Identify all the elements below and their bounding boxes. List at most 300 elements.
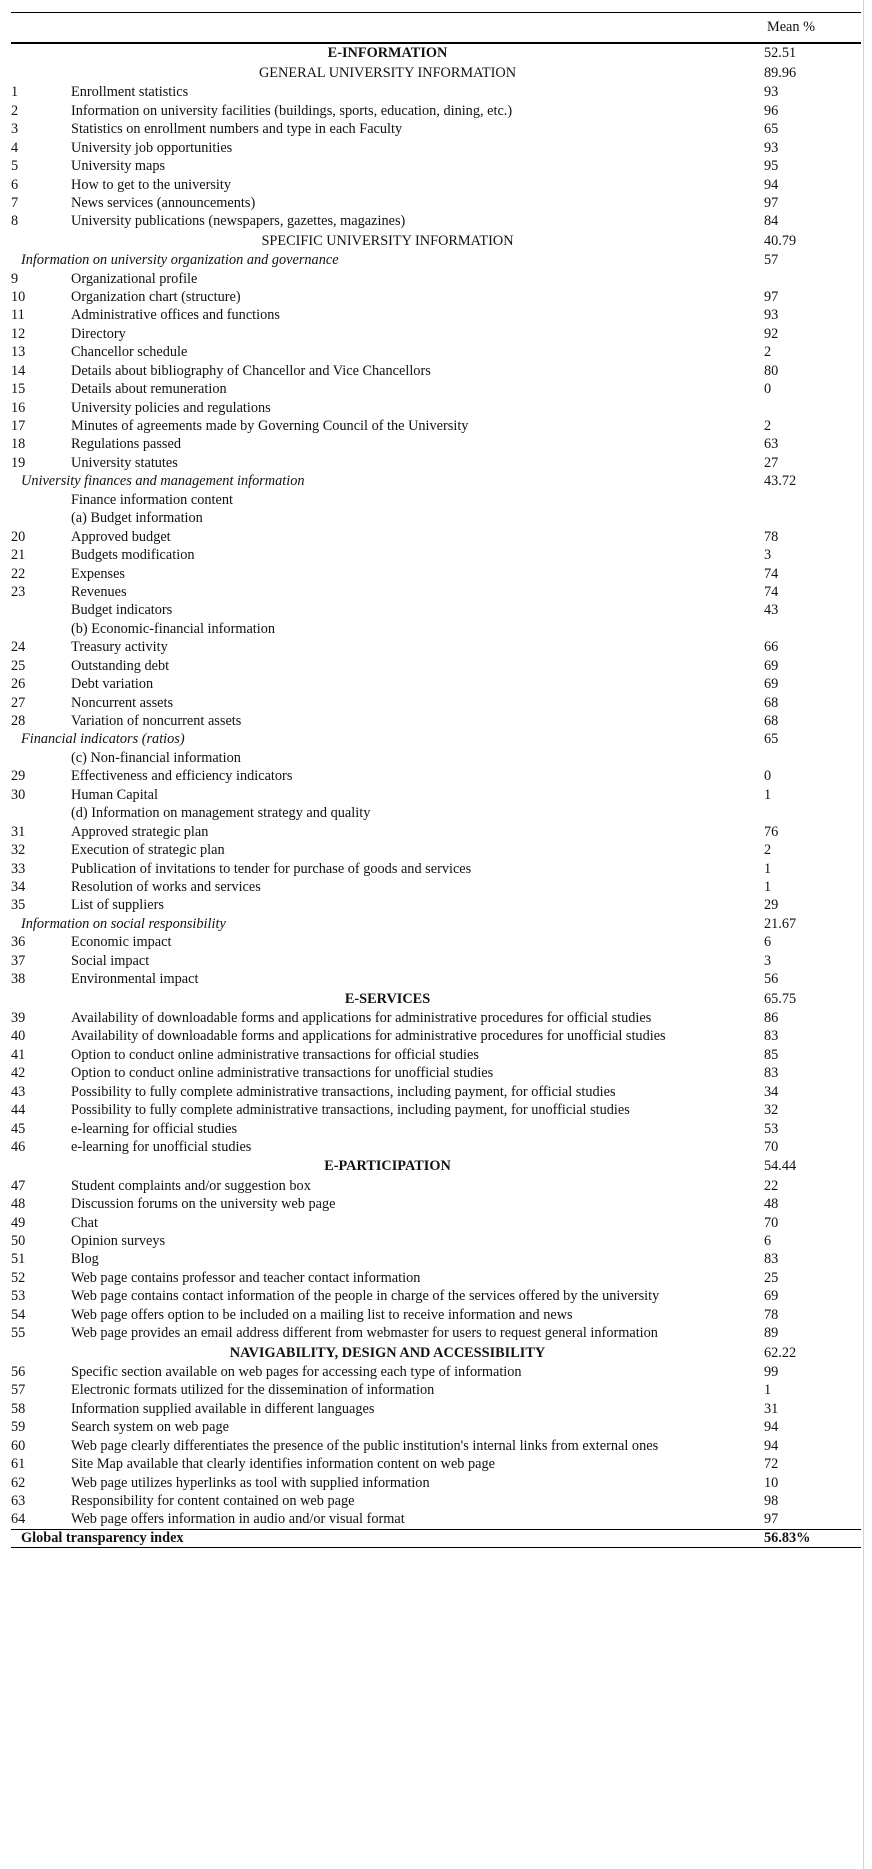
item-label: Web page provides an email address different from webmaster for users to request general information: [71, 1325, 658, 1342]
mean-value: 6: [764, 934, 772, 951]
table-row: [11, 1251, 861, 1269]
table-row: [11, 860, 861, 878]
table-row: [11, 1009, 861, 1027]
mean-value: 69: [764, 657, 779, 674]
mean-value: 93: [764, 307, 779, 324]
mean-value: 3: [764, 547, 772, 564]
item-number: 36: [11, 934, 26, 951]
item-number: 58: [11, 1400, 26, 1417]
item-number: 2: [11, 102, 19, 119]
item-number: 54: [11, 1306, 26, 1323]
mean-value: 99: [764, 1363, 779, 1380]
item-label: Approved strategic plan: [71, 823, 209, 840]
mean-value: 68: [764, 694, 779, 711]
item-label: Blog: [71, 1251, 99, 1268]
table-row: [11, 639, 861, 657]
mean-value: 10: [764, 1474, 779, 1491]
item-label: University job opportunities: [71, 139, 233, 156]
item-number: 21: [11, 547, 26, 564]
item-label: University publications (newspapers, gazettes, magazines): [71, 213, 406, 230]
item-number: 5: [11, 158, 19, 175]
table-row: [11, 878, 861, 896]
table-row: [11, 102, 861, 120]
table-row: [11, 934, 861, 952]
item-label: Resolution of works and services: [71, 878, 261, 895]
item-label: Search system on web page: [71, 1419, 230, 1436]
mean-value: 93: [764, 139, 779, 156]
item-number: 49: [11, 1214, 26, 1231]
mean-value: 29: [764, 897, 779, 914]
item-number: 45: [11, 1120, 26, 1137]
mean-value: 93: [764, 84, 779, 101]
section-heading-row: [11, 1343, 861, 1363]
mean-value: 2: [764, 344, 772, 361]
item-label: Option to conduct online administrative transactions for official studies: [71, 1046, 479, 1063]
item-label: Information on university facilities (buildings, sports, education, dining, etc.): [71, 102, 513, 119]
table-row: [11, 436, 861, 454]
mean-value: 70: [764, 1214, 779, 1231]
item-number: 10: [11, 288, 26, 305]
item-number: 22: [11, 565, 26, 582]
mean-value: 0: [764, 381, 772, 398]
header-blank-label: [71, 13, 764, 44]
item-label: Revenues: [71, 583, 127, 600]
item-label: Availability of downloadable forms and applications for administrative procedures for official studies: [71, 1009, 652, 1026]
mean-value: 1: [764, 860, 772, 877]
item-label: Noncurrent assets: [71, 694, 174, 711]
mean-value: 94: [764, 1437, 779, 1454]
mean-value: 53: [764, 1120, 779, 1137]
item-number: 43: [11, 1083, 26, 1100]
item-label: Organizational profile: [71, 270, 198, 287]
category-row: [11, 251, 861, 269]
item-number: 32: [11, 842, 26, 859]
mean-value: [764, 270, 861, 288]
table-row: [11, 786, 861, 804]
item-number: 15: [11, 381, 26, 398]
category-label: Financial indicators (ratios): [21, 731, 185, 748]
table-body: [11, 43, 861, 1529]
item-label: Organization chart (structure): [71, 288, 241, 305]
section-heading: GENERAL UNIVERSITY INFORMATION: [258, 64, 517, 81]
item-label: Budget indicators: [71, 602, 173, 619]
item-number: 48: [11, 1196, 26, 1213]
mean-value: 92: [764, 325, 779, 342]
table-row: [11, 1195, 861, 1213]
table-row: [11, 823, 861, 841]
item-number: [11, 749, 71, 767]
section-heading-row: [11, 1157, 861, 1177]
item-number: 62: [11, 1474, 26, 1491]
item-number: 46: [11, 1138, 26, 1155]
item-number: 12: [11, 325, 26, 342]
item-number: 31: [11, 823, 26, 840]
section-heading-row: [11, 989, 861, 1009]
item-label: Web page offers option to be included on a mailing list to receive information and news: [71, 1306, 573, 1323]
table-row: [11, 1214, 861, 1232]
item-label: Web page utilizes hyperlinks as tool with supplied information: [71, 1474, 430, 1491]
item-number: 41: [11, 1046, 26, 1063]
table-row: [11, 1101, 861, 1119]
mean-value: 95: [764, 158, 779, 175]
item-label: Possibility to fully complete administrative transactions, including payment, for unofficial studies: [71, 1102, 630, 1119]
item-label: e-learning for unofficial studies: [71, 1138, 252, 1155]
item-label: Social impact: [71, 952, 150, 969]
table-row: [11, 952, 861, 970]
item-label: Responsibility for content contained on web page: [71, 1493, 355, 1509]
item-number: 44: [11, 1102, 26, 1119]
item-label: Treasury activity: [71, 639, 168, 656]
table-row: [11, 454, 861, 472]
item-number: 9: [11, 270, 19, 287]
mean-value: 43: [764, 602, 779, 619]
item-number: 25: [11, 657, 26, 674]
mean-value: 76: [764, 823, 779, 840]
item-number: 38: [11, 971, 26, 988]
item-label: Specific section available on web pages for accessing each type of information: [71, 1363, 522, 1380]
item-number: 42: [11, 1065, 26, 1082]
table-row: [11, 1455, 861, 1473]
item-number: 23: [11, 583, 26, 600]
mean-value: 78: [764, 1306, 779, 1323]
mean-value: 69: [764, 1288, 779, 1305]
item-number: 39: [11, 1009, 26, 1026]
mean-value: 97: [764, 288, 779, 305]
item-number: 37: [11, 952, 26, 969]
item-label: Chancellor schedule: [71, 344, 188, 361]
item-number: [11, 620, 71, 638]
table-row: [11, 1306, 861, 1324]
global-index-value: 56.83%: [764, 1529, 861, 1547]
item-label: List of suppliers: [71, 897, 164, 914]
item-number: 18: [11, 436, 26, 453]
table-row: [11, 1437, 861, 1455]
item-label: Availability of downloadable forms and applications for administrative procedures for unofficial studies: [71, 1028, 666, 1045]
item-number: 7: [11, 194, 19, 211]
table-row: [11, 675, 861, 693]
global-index-row: [11, 1529, 861, 1547]
item-number: 34: [11, 878, 26, 895]
item-label: Outstanding debt: [71, 657, 170, 674]
table-row: [11, 1232, 861, 1250]
section-heading-row: [11, 43, 861, 63]
subsection-heading-row: [11, 63, 861, 83]
item-label: Finance information content: [71, 491, 233, 508]
item-number: 13: [11, 344, 26, 361]
item-label: How to get to the university: [71, 176, 232, 193]
mean-value: 74: [764, 583, 779, 600]
table-row: [11, 510, 861, 528]
mean-value: 32: [764, 1102, 779, 1119]
table-row: [11, 1492, 861, 1510]
item-label: Statistics on enrollment numbers and type in each Faculty: [71, 121, 403, 138]
mean-value: 94: [764, 176, 779, 193]
item-label: Environmental impact: [71, 971, 199, 988]
item-number: 57: [11, 1382, 26, 1399]
item-number: 17: [11, 418, 26, 435]
mean-value: 63: [764, 436, 779, 453]
item-label: University policies and regulations: [71, 399, 271, 416]
item-number: 64: [11, 1511, 26, 1528]
mean-value: 83: [764, 1028, 779, 1045]
table-row: [11, 1382, 861, 1400]
table-row: [11, 1324, 861, 1342]
table-row: [11, 694, 861, 712]
table-row: [11, 970, 861, 988]
table-row: [11, 528, 861, 546]
item-label: Electronic formats utilized for the dissemination of information: [71, 1382, 435, 1399]
table-row: [11, 1288, 861, 1306]
mean-value: 57: [764, 252, 779, 269]
mean-value: 72: [764, 1456, 779, 1473]
item-label: Chat: [71, 1214, 99, 1231]
table-row: [11, 1120, 861, 1138]
mean-value: [764, 620, 861, 638]
mean-value: 89: [764, 1325, 779, 1342]
mean-value: 31: [764, 1400, 779, 1417]
item-number: 55: [11, 1325, 26, 1342]
mean-value: 21.67: [764, 915, 797, 932]
table-row: [11, 194, 861, 212]
table-row: [11, 344, 861, 362]
global-index-label: Global transparency index: [11, 1529, 764, 1547]
item-label: Details about bibliography of Chancellor and Vice Chancellors: [71, 362, 431, 379]
item-number: 16: [11, 399, 26, 416]
item-label: Possibility to fully complete administrative transactions, including payment, for official studies: [71, 1083, 616, 1100]
mean-value: 85: [764, 1046, 779, 1063]
table-row: [11, 1363, 861, 1381]
table-row: [11, 1177, 861, 1195]
item-label: Web page clearly differentiates the presence of the public institution's internal links from external ones: [71, 1437, 659, 1454]
item-label: News services (announcements): [71, 194, 256, 211]
item-number: 19: [11, 454, 26, 471]
table-row: [11, 157, 861, 175]
mean-value: [764, 749, 861, 767]
table-row: [11, 307, 861, 325]
mean-value: 52.51: [764, 45, 797, 62]
table-row: [11, 841, 861, 859]
item-label: Variation of noncurrent assets: [71, 713, 242, 730]
table-row: [11, 399, 861, 417]
mean-value: 25: [764, 1269, 779, 1286]
item-number: 29: [11, 768, 26, 785]
mean-value: 84: [764, 213, 779, 230]
item-number: 63: [11, 1493, 26, 1509]
table-header-row: [11, 13, 861, 44]
category-row: [11, 473, 861, 491]
table-row: [11, 213, 861, 231]
item-number: [11, 602, 71, 620]
table-row: [11, 417, 861, 435]
item-number: 30: [11, 786, 26, 803]
mean-value: 68: [764, 713, 779, 730]
item-number: 33: [11, 860, 26, 877]
table-row: [11, 176, 861, 194]
table-row: [11, 1083, 861, 1101]
mean-value: 69: [764, 676, 779, 693]
mean-value: 2: [764, 842, 772, 859]
mean-value: 74: [764, 565, 779, 582]
category-row: [11, 915, 861, 933]
mean-value: 70: [764, 1138, 779, 1155]
table-row: [11, 602, 861, 620]
item-label: (a) Budget information: [71, 510, 203, 527]
table-row: [11, 380, 861, 398]
table-row: [11, 805, 861, 823]
item-label: Budgets modification: [71, 547, 195, 564]
item-label: Web page contains contact information of the people in charge of the services offered by the university: [71, 1288, 660, 1305]
transparency-table: [11, 12, 861, 1548]
item-number: 24: [11, 639, 26, 656]
category-label: Information on social responsibility: [21, 915, 226, 932]
table-row: [11, 1138, 861, 1156]
table-row: [11, 1511, 861, 1529]
mean-value: 34: [764, 1083, 779, 1100]
table-row: [11, 139, 861, 157]
mean-value: 89.96: [764, 64, 797, 81]
mean-value: [764, 510, 861, 528]
table-row: [11, 657, 861, 675]
mean-value: 3: [764, 952, 772, 969]
table-row: [11, 84, 861, 102]
mean-value: 97: [764, 1511, 779, 1528]
table-row: [11, 1028, 861, 1046]
item-label: Option to conduct online administrative transactions for unofficial studies: [71, 1065, 494, 1082]
item-label: University maps: [71, 158, 166, 175]
item-label: Administrative offices and functions: [71, 307, 280, 324]
mean-value: 98: [764, 1493, 779, 1509]
item-label: Directory: [71, 325, 126, 342]
item-number: 26: [11, 676, 26, 693]
item-label: Web page offers information in audio and/or visual format: [71, 1511, 405, 1528]
item-label: Enrollment statistics: [71, 84, 189, 101]
mean-value: 78: [764, 528, 779, 545]
item-label: Details about remuneration: [71, 381, 227, 398]
item-label: Debt variation: [71, 676, 154, 693]
item-number: 53: [11, 1288, 26, 1305]
mean-value: 65: [764, 731, 779, 748]
item-number: 28: [11, 713, 26, 730]
table-row: [11, 1046, 861, 1064]
item-number: 35: [11, 897, 26, 914]
mean-value: 62.22: [764, 1344, 797, 1361]
item-number: [11, 805, 71, 823]
item-label: Site Map available that clearly identifies information content on web page: [71, 1456, 495, 1473]
item-number: [11, 510, 71, 528]
table-row: [11, 1400, 861, 1418]
category-label: Information on university organization and governance: [21, 252, 339, 269]
section-heading: E-PARTICIPATION: [324, 1158, 451, 1175]
mean-value: 97: [764, 194, 779, 211]
section-heading: SPECIFIC UNIVERSITY INFORMATION: [261, 232, 514, 249]
item-number: 52: [11, 1269, 26, 1286]
mean-value: 48: [764, 1196, 779, 1213]
item-label: Approved budget: [71, 528, 171, 545]
item-label: Web page contains professor and teacher contact information: [71, 1269, 421, 1286]
mean-value: 96: [764, 102, 779, 119]
item-label: e-learning for official studies: [71, 1120, 238, 1137]
item-label: Information supplied available in different languages: [71, 1400, 375, 1417]
header-blank-num: [11, 13, 71, 44]
table-row: [11, 491, 861, 509]
table-row: [11, 1065, 861, 1083]
item-label: Execution of strategic plan: [71, 842, 225, 859]
section-heading: E-INFORMATION: [327, 45, 448, 62]
item-number: 60: [11, 1437, 26, 1454]
item-number: 11: [11, 307, 25, 324]
mean-value: 1: [764, 878, 772, 895]
table-row: [11, 583, 861, 601]
item-number: 51: [11, 1251, 26, 1268]
category-label: University finances and management information: [21, 473, 305, 490]
item-number: 59: [11, 1419, 26, 1436]
mean-value: 66: [764, 639, 779, 656]
section-heading: E-SERVICES: [344, 990, 431, 1007]
mean-value: 83: [764, 1251, 779, 1268]
item-number: 8: [11, 213, 19, 230]
table-row: [11, 325, 861, 343]
item-label: (d) Information on management strategy and quality: [71, 805, 371, 822]
item-number: 47: [11, 1177, 26, 1194]
item-label: Human Capital: [71, 786, 158, 803]
table-row: [11, 749, 861, 767]
mean-value: 54.44: [764, 1158, 797, 1175]
table-row: [11, 1269, 861, 1287]
item-label: Student complaints and/or suggestion box: [71, 1177, 311, 1194]
table-row: [11, 620, 861, 638]
mean-value: 65.75: [764, 990, 797, 1007]
mean-value: 56: [764, 971, 779, 988]
section-heading: NAVIGABILITY, DESIGN AND ACCESSIBILITY: [229, 1344, 546, 1361]
item-number: 20: [11, 528, 26, 545]
table-row: [11, 288, 861, 306]
mean-value: [764, 491, 861, 509]
mean-value: 86: [764, 1009, 779, 1026]
item-label: (c) Non-financial information: [71, 749, 241, 766]
mean-value: [764, 399, 861, 417]
item-number: [11, 491, 71, 509]
mean-value: 2: [764, 418, 772, 435]
mean-value: 80: [764, 362, 779, 379]
item-label: Publication of invitations to tender for purchase of goods and services: [71, 860, 472, 877]
item-label: Opinion surveys: [71, 1233, 166, 1250]
table-row: [11, 712, 861, 730]
mean-value: 83: [764, 1065, 779, 1082]
table-row: [11, 362, 861, 380]
item-label: Regulations passed: [71, 436, 181, 453]
item-number: 3: [11, 121, 19, 138]
table-row: [11, 897, 861, 915]
item-label: Expenses: [71, 565, 125, 582]
mean-value: 40.79: [764, 232, 797, 249]
item-number: 61: [11, 1456, 26, 1473]
item-number: 1: [11, 84, 19, 101]
mean-value: 65: [764, 121, 779, 138]
item-label: (b) Economic-financial information: [71, 620, 276, 637]
category-row: [11, 731, 861, 749]
item-number: 27: [11, 694, 26, 711]
mean-value: 6: [764, 1233, 772, 1250]
item-label: Effectiveness and efficiency indicators: [71, 768, 293, 785]
item-number: 6: [11, 176, 19, 193]
table-row: [11, 1419, 861, 1437]
subsection-heading-row: [11, 231, 861, 251]
mean-value: 1: [764, 786, 772, 803]
item-number: 40: [11, 1028, 26, 1045]
mean-value: 94: [764, 1419, 779, 1436]
table-row: [11, 270, 861, 288]
item-number: 50: [11, 1233, 26, 1250]
